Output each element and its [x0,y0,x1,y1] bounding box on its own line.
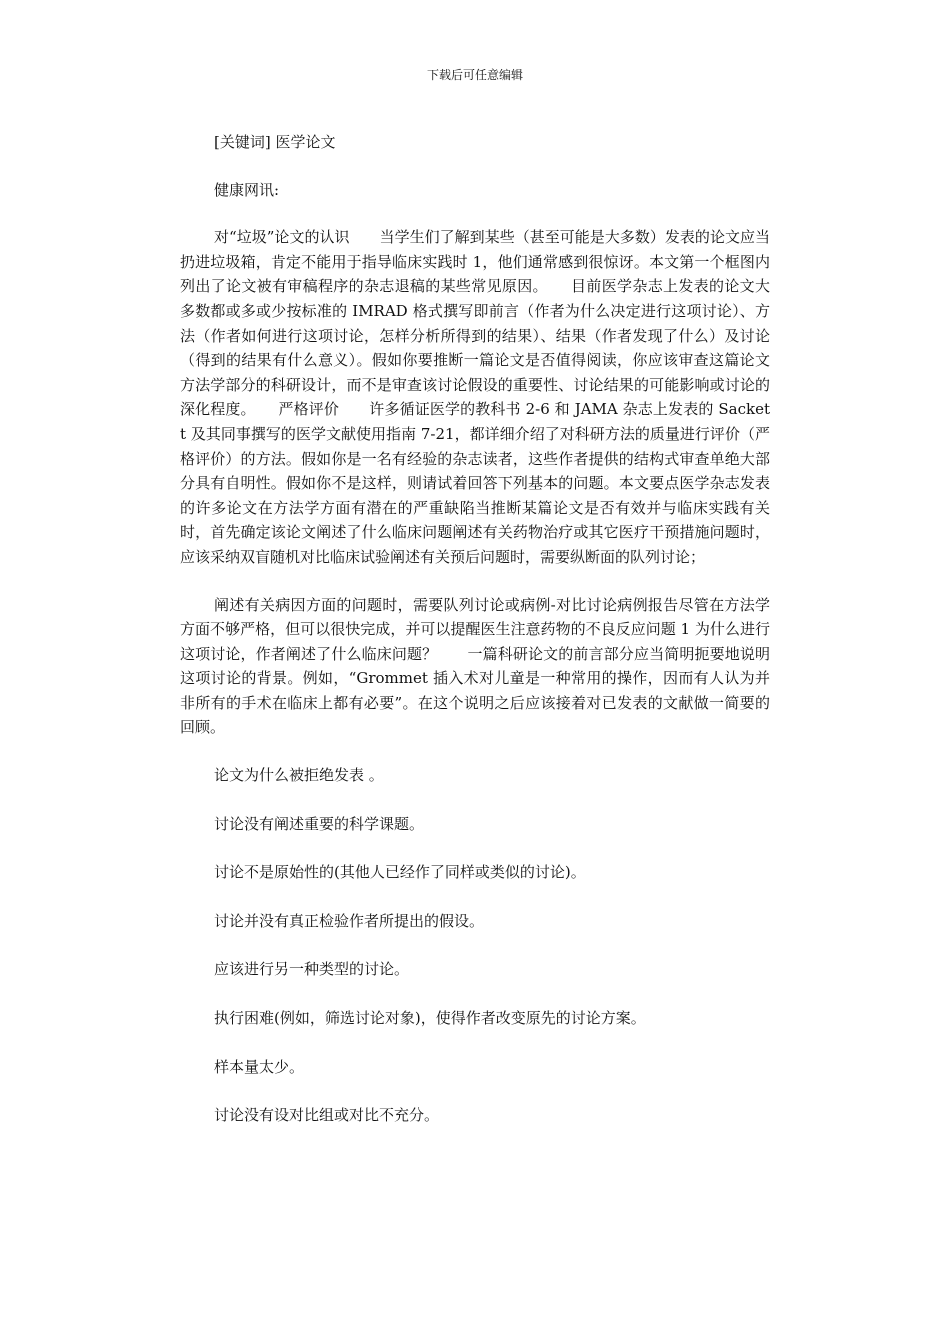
list-item: 样本量太少。 [214,1057,305,1076]
keywords-line: [关键词] 医学论文 [214,133,336,151]
list-item: 执行困难(例如，筛选讨论对象)，使得作者改变原先的讨论方案。 [214,1009,646,1028]
body-paragraph: 对“垃圾”论文的认识 当学生们了解到某些（甚至可能是大多数）发表的论文应当扔进垃圾箱，肯定不能用于指导临床实践时 1，他们通常感到很惊讶。本文第一个框图内列出了论文被有审稿程序的杂志退稿的某些常见原因。 目前医学杂志上发表的论文大多数都或多或少按标准的 IMRAD 格式撰写即前言（作者为什么决定进行这项讨论）、方法（作者如何进行这项讨论，怎样分析所得到的结果）、结果（作者发现了什么）及讨论（得到的结果有什么意义）。假如你要推断一篇论文是否值得阅读，你应该审查这篇论文方法学部分的科研设计，而不是审查该讨论假设的重要性、讨论结果的可能影响或讨论的深化程度。 严格评价 许多循证医学的教科书 2-6 和 JAMA 杂志上发表的 Sackett 及其同事撰写的医学文献使用指南 7-21，都详细介绍了对科研方法的质量进行评价（严格评价）的方法。假如你是一名有经验的杂志读者，这些作者提供的结构式审查单绝大部分具有自明性。假如你不是这样，则请试着回答下列基本的问题。本文要点医学杂志发表的许多论文在方法学方面有潜在的严重缺陷当推断某篇论文是否有效并与临床实践有关时，首先确定该论文阐述了什么临床问题阐述有关药物治疗或其它医疗干预措施问题时，应该采纳双盲随机对比临床试验阐述有关预后问题时，需要纵断面的队列讨论； [180,228,770,566]
list-item: 讨论没有阐述重要的科学课题。 [214,814,425,833]
page-header: 下载后可任意编辑 [426,68,523,82]
list-item: 应该进行另一种类型的讨论。 [214,960,410,979]
list-item: 讨论不是原始性的(其他人已经作了同样或类似的讨论)。 [214,863,586,882]
source-line: 健康网讯: [214,180,280,199]
list-item: 讨论没有设对比组或对比不充分。 [214,1106,440,1125]
list-item: 讨论并没有真正检验作者所提出的假设。 [214,911,485,930]
section-heading: 论文为什么被拒绝发表 。 [214,766,384,785]
body-paragraph: 阐述有关病因方面的问题时，需要队列讨论或病例-对比讨论病例报告尽管在方法学方面不够严格，但可以很快完成，并可以提醒医生注意药物的不良反应问题 1 为什么进行这项讨论，作者阐述了什么临床问题？ 一篇科研论文的前言部分应当简明扼要地说明这项讨论的背景。例如，“Grommet 插入术对儿童是一种常用的操作，因而有人认为并非所有的手术在临床上都有必要”。在这个说明之后应该接着对已发表的文献做一简要的回顾。 [180,595,770,737]
